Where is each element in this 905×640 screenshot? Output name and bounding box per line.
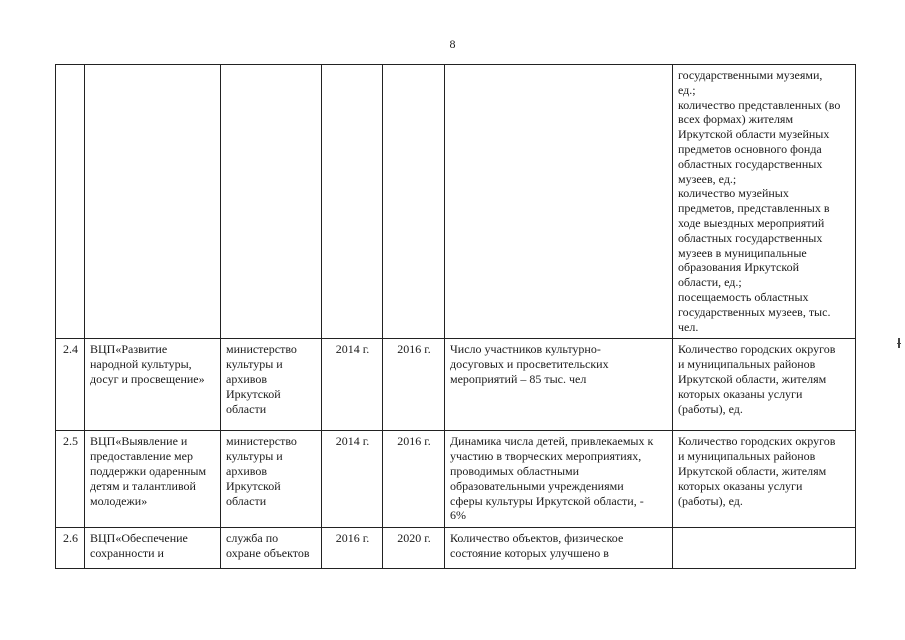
cell-end-year <box>383 65 445 339</box>
cell-line: Иркутской <box>226 386 281 401</box>
cell-line: культуры и <box>226 357 283 372</box>
cell-line: досуг и просвещение» <box>90 371 205 386</box>
cell-number: 2.5 <box>56 431 85 528</box>
cell-executor <box>221 339 322 431</box>
cell-executor <box>221 431 322 528</box>
cell-line: областных государственных <box>678 230 823 245</box>
cell-end-year: 2016 г. <box>383 431 445 528</box>
cell-number: 2.4 <box>56 339 85 431</box>
cell-line: чел. <box>678 319 699 334</box>
cell-line: культуры и <box>226 449 283 464</box>
table-row <box>56 339 856 431</box>
cell-line: Количество объектов, физическое <box>450 531 624 546</box>
cell-line: министерство <box>226 342 297 357</box>
cell-indicator <box>673 431 856 528</box>
cell-indicator <box>673 65 856 339</box>
cell-line: которых оказаны услуги <box>678 386 803 401</box>
cell-line: ед.; <box>678 82 696 97</box>
cell-line: и муниципальных районов <box>678 449 816 464</box>
cell-line: состояние которых улучшено в <box>450 545 609 560</box>
cell-line: образовательными учреждениями <box>450 478 624 493</box>
cell-line: министерство <box>226 434 297 449</box>
cell-number <box>56 65 85 339</box>
cell-line: Количество городских округов <box>678 434 836 449</box>
cell-indicator <box>673 528 856 569</box>
cell-line: государственными музеями, <box>678 68 823 82</box>
cell-line: охране объектов <box>226 545 310 560</box>
cell-line: поддержки одаренным <box>90 463 207 478</box>
cell-line: (работы), ед. <box>678 493 743 508</box>
cell-line: количество музейных <box>678 186 789 201</box>
cell-indicator <box>673 339 856 431</box>
cell-line: мероприятий – 85 тыс. чел <box>450 371 587 386</box>
cell-end-year: 2020 г. <box>383 528 445 569</box>
cell-line: образования Иркутской <box>678 260 799 275</box>
cell-result <box>445 65 673 339</box>
cell-start-year: 2016 г. <box>322 528 383 569</box>
cell-program <box>85 431 221 528</box>
cell-executor <box>221 528 322 569</box>
cell-line: досуговых и просветительских <box>450 357 609 372</box>
cell-line: ходе выездных мероприятий <box>678 215 825 230</box>
cell-line: Иркутской области, жителям <box>678 371 827 386</box>
table-row <box>56 65 856 339</box>
cell-line: архивов <box>226 371 267 386</box>
margin-dot <box>897 343 901 344</box>
cell-line: музеев, ед.; <box>678 171 737 186</box>
table-row <box>56 528 856 569</box>
cell-line: предметов, представленных в <box>678 201 830 216</box>
cell-line: детям и талантливой <box>90 478 196 493</box>
cell-line: Иркутской области музейных <box>678 127 830 142</box>
program-table <box>55 64 856 569</box>
cell-start-year: 2014 г. <box>322 339 383 431</box>
cell-line: Количество городских округов <box>678 342 836 357</box>
cell-line: области <box>226 401 267 416</box>
cell-line: проводимых областными <box>450 463 580 478</box>
cell-line: сферы культуры Иркутской области, - <box>450 493 644 508</box>
cell-line: Иркутской области, жителям <box>678 463 827 478</box>
cell-result <box>445 528 673 569</box>
cell-line: которых оказаны услуги <box>678 478 803 493</box>
cell-line: 6% <box>450 508 466 523</box>
cell-line: и муниципальных районов <box>678 357 816 372</box>
cell-program <box>85 528 221 569</box>
cell-line: музеев в муниципальные <box>678 245 807 260</box>
cell-line: предметов основного фонда <box>678 141 822 156</box>
cell-line: народной культуры, <box>90 357 192 372</box>
cell-line: государственных музеев, тыс. <box>678 304 831 319</box>
cell-line: предоставление мер <box>90 449 193 464</box>
cell-line: участию в творческих мероприятиях, <box>450 449 642 464</box>
cell-result <box>445 339 673 431</box>
cell-line: ВЦП«Выявление и <box>90 434 188 449</box>
page-number: 8 <box>449 37 456 51</box>
cell-line: области, ед.; <box>678 275 742 290</box>
cell-line: служба по <box>226 531 279 546</box>
cell-line: области <box>226 493 267 508</box>
cell-result <box>445 431 673 528</box>
cell-line: ВЦП«Развитие <box>90 342 168 357</box>
cell-program <box>85 65 221 339</box>
cell-line: Динамика числа детей, привлекаемых к <box>450 434 654 449</box>
cell-line: областных государственных <box>678 156 823 171</box>
cell-executor <box>221 65 322 339</box>
cell-line: количество представленных (во <box>678 97 841 112</box>
cell-start-year: 2014 г. <box>322 431 383 528</box>
cell-line: Иркутской <box>226 478 281 493</box>
cell-line: всех формах) жителям <box>678 112 794 127</box>
cell-number: 2.6 <box>56 528 85 569</box>
cell-line: архивов <box>226 463 267 478</box>
table-row <box>56 431 856 528</box>
cell-line: Число участников культурно- <box>450 342 601 357</box>
cell-start-year <box>322 65 383 339</box>
cell-line: посещаемость областных <box>678 289 809 304</box>
cell-line: сохранности и <box>90 545 164 560</box>
cell-line: молодежи» <box>90 493 148 508</box>
cell-line: ВЦП«Обеспечение <box>90 531 188 546</box>
cell-end-year: 2016 г. <box>383 339 445 431</box>
cell-program <box>85 339 221 431</box>
cell-line: (работы), ед. <box>678 401 743 416</box>
